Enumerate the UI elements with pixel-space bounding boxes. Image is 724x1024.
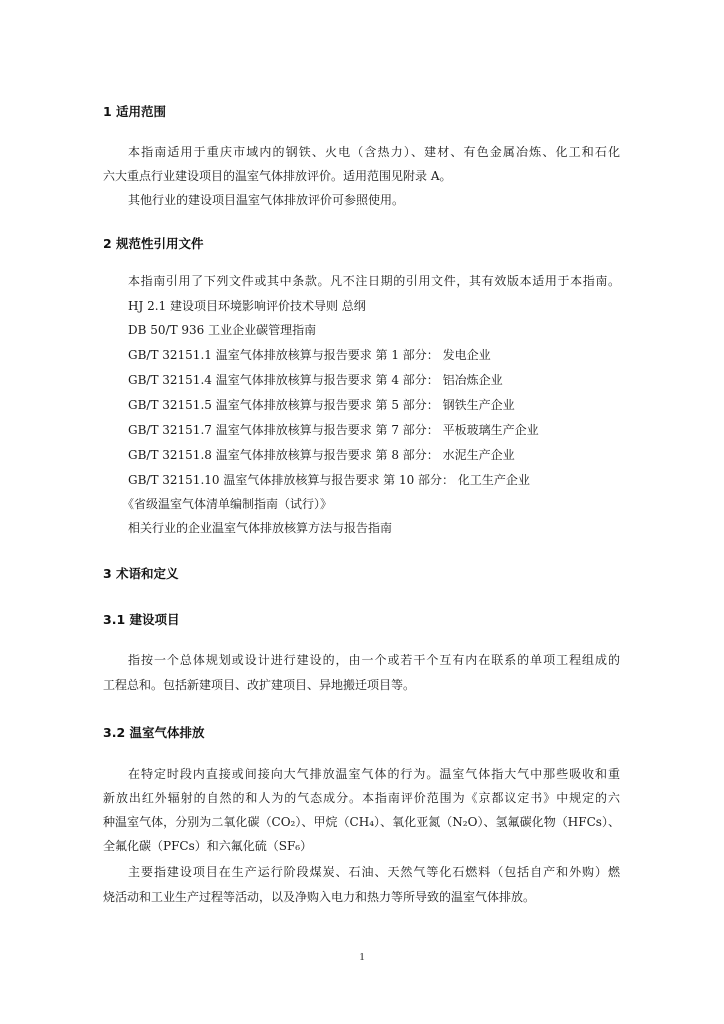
section-3-1-paragraph-line-2: 工程总和。包括新建项目、改扩建项目、异地搬迁项目等。 bbox=[103, 678, 416, 692]
reference-item-gb-32151-8: GB/T 32151.8 温室气体排放核算与报告要求 第 8 部分： 水泥生产企业 bbox=[128, 448, 515, 462]
section-1-heading: 1 适用范围 bbox=[103, 104, 167, 119]
section-3-2-paragraph-1-line-3: 种温室气体，分别为二氧化碳（CO₂）、甲烷（CH₄）、氧化亚氮（N₂O）、氢氟碳化物（HFCs）、 bbox=[103, 815, 620, 829]
section-3-2-paragraph-1-line-1: 在特定时段内直接或间接向大气排放温室气体的行为。温室气体指大气中那些吸收和重 bbox=[128, 767, 620, 781]
section-3-2-paragraph-1-line-4: 全氟化碳（PFCs）和六氟化硫（SF₆） bbox=[103, 839, 313, 853]
section-3-1-heading: 3.1 建设项目 bbox=[103, 612, 180, 627]
reference-item-gb-32151-5: GB/T 32151.5 温室气体排放核算与报告要求 第 5 部分： 钢铁生产企业 bbox=[128, 398, 515, 412]
section-2-heading: 2 规范性引用文件 bbox=[103, 236, 204, 251]
section-3-2-heading: 3.2 温室气体排放 bbox=[103, 725, 205, 740]
section-3-2-paragraph-1-line-2: 新放出红外辐射的自然的和人为的气态成分。本指南评价范围为《京都议定书》中规定的六 bbox=[103, 791, 620, 805]
section-3-heading: 3 术语和定义 bbox=[103, 566, 179, 581]
page-number: 1 bbox=[359, 951, 365, 963]
reference-item-gb-32151-10: GB/T 32151.10 温室气体排放核算与报告要求 第 10 部分： 化工生产企业 bbox=[128, 473, 530, 487]
reference-item-gb-32151-1: GB/T 32151.1 温室气体排放核算与报告要求 第 1 部分： 发电企业 bbox=[128, 348, 491, 362]
reference-item-hj-2-1: HJ 2.1 建设项目环境影响评价技术导则 总纲 bbox=[128, 299, 366, 313]
reference-item-industry-methods: 相关行业的企业温室气体排放核算方法与报告指南 bbox=[128, 521, 393, 535]
reference-item-db-50-t-936: DB 50/T 936 工业企业碳管理指南 bbox=[128, 323, 317, 337]
section-1-paragraph-2: 其他行业的建设项目温室气体排放评价可参照使用。 bbox=[128, 193, 405, 207]
section-2-intro: 本指南引用了下列文件或其中条款。凡不注日期的引用文件，其有效版本适用于本指南。 bbox=[128, 274, 620, 288]
section-1-paragraph-1-line-2: 六大重点行业建设项目的温室气体排放评价。适用范围见附录 A。 bbox=[103, 169, 452, 183]
section-3-2-paragraph-2-line-2: 烧活动和工业生产过程等活动，以及净购入电力和热力等所导致的温室气体排放。 bbox=[103, 890, 536, 904]
reference-item-provincial-guide: 《省级温室气体清单编制指南（试行）》 bbox=[122, 497, 333, 511]
section-1-paragraph-1-line-1: 本指南适用于重庆市域内的钢铁、火电（含热力）、建材、有色金属冶炼、化工和石化 bbox=[128, 145, 620, 159]
reference-item-gb-32151-7: GB/T 32151.7 温室气体排放核算与报告要求 第 7 部分： 平板玻璃生产企业 bbox=[128, 423, 539, 437]
reference-item-gb-32151-4: GB/T 32151.4 温室气体排放核算与报告要求 第 4 部分： 铝冶炼企业 bbox=[128, 373, 503, 387]
section-3-1-paragraph-line-1: 指按一个总体规划或设计进行建设的，由一个或若干个互有内在联系的单项工程组成的 bbox=[128, 653, 620, 667]
section-3-2-paragraph-2-line-1: 主要指建设项目在生产运行阶段煤炭、石油、天然气等化石燃料（包括自产和外购）燃 bbox=[128, 865, 620, 879]
